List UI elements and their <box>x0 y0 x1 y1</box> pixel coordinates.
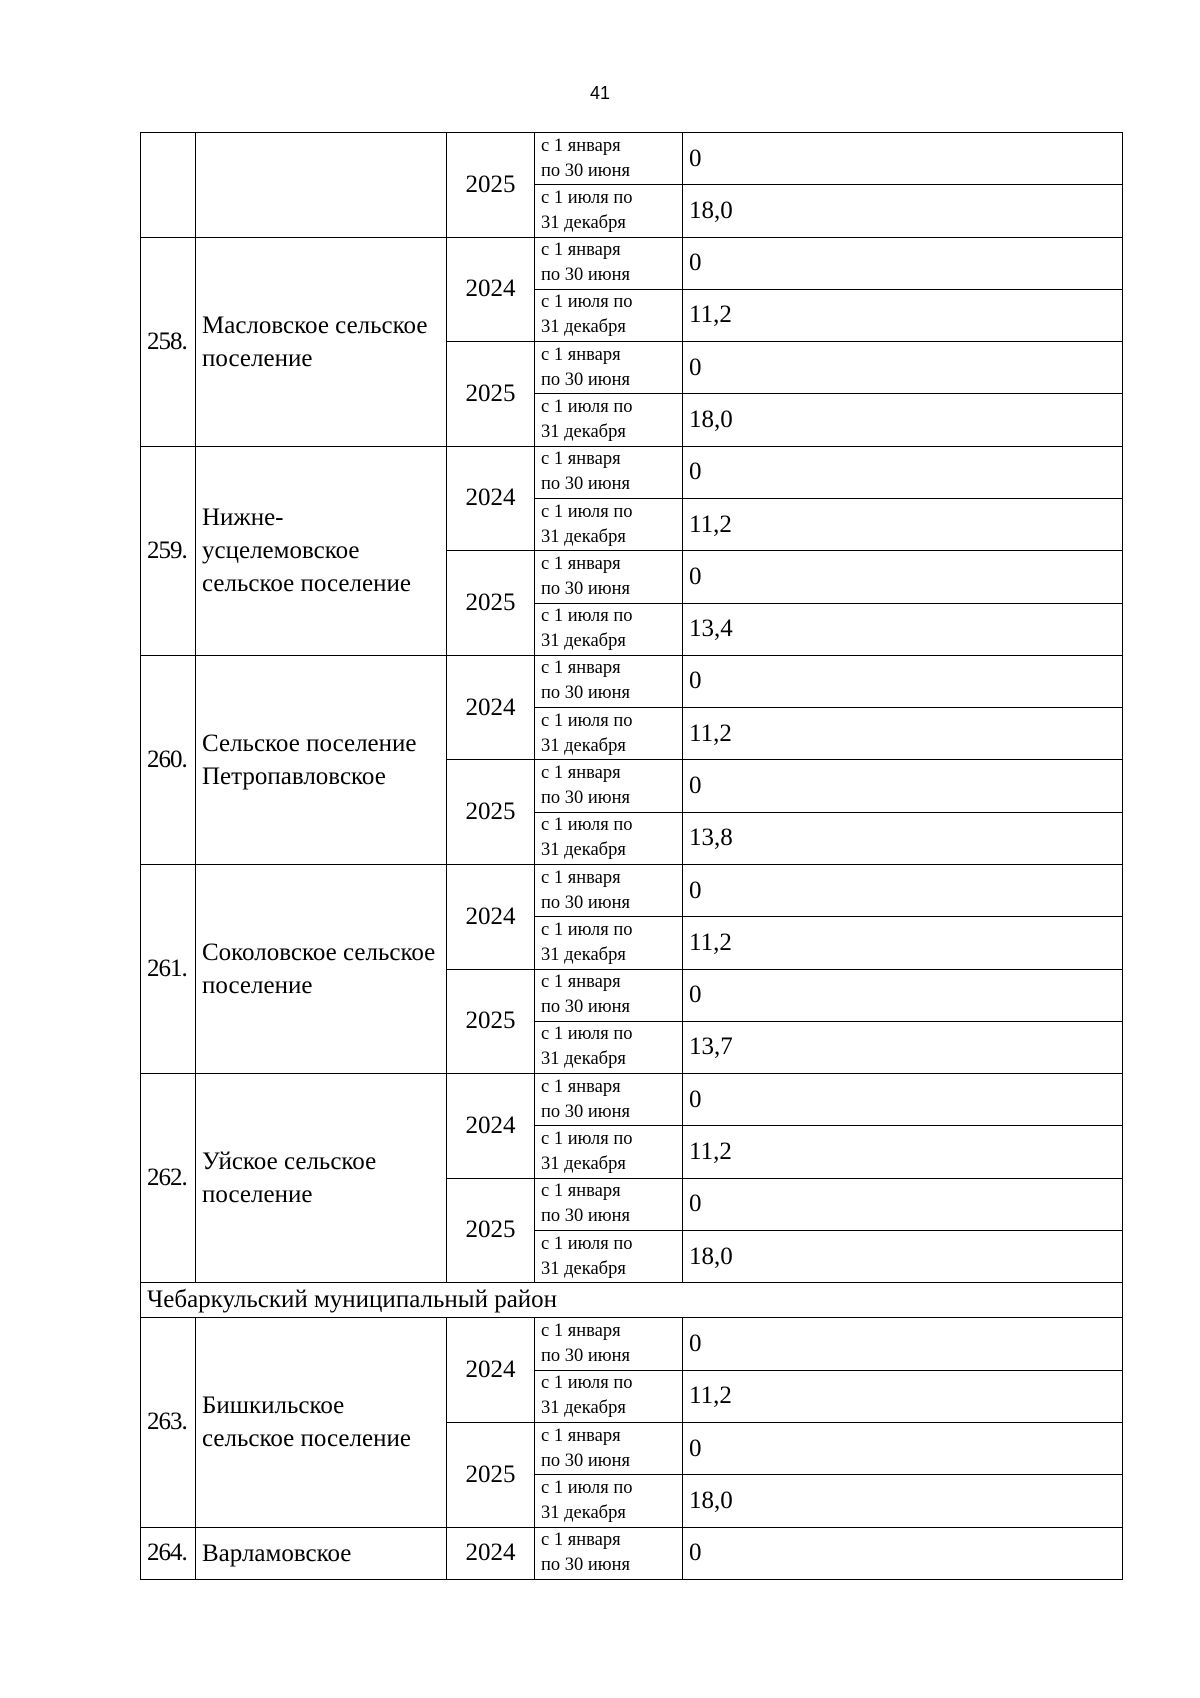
period-cell: с 1 января по 30 июня <box>535 237 683 289</box>
row-number: 264. <box>141 1527 196 1580</box>
table-row <box>141 237 1123 289</box>
settlement-name: Соколовское сельское поселение <box>196 864 447 1073</box>
row-number: 260. <box>141 655 196 864</box>
value-cell: 0 <box>683 969 1123 1021</box>
section-row <box>141 1283 1123 1318</box>
value-cell: 0 <box>683 655 1123 707</box>
period-cell: с 1 января по 30 июня <box>535 864 683 916</box>
year-cell: 2024 <box>447 1318 535 1423</box>
year-cell: 2025 <box>447 342 535 447</box>
year-cell: 2025 <box>447 760 535 865</box>
value-cell: 0 <box>683 1074 1123 1126</box>
table-row <box>141 1318 1123 1370</box>
period-cell: с 1 июля по 31 декабря <box>535 1021 683 1073</box>
table-row <box>141 655 1123 707</box>
year-cell: 2025 <box>447 551 535 656</box>
value-cell: 13,8 <box>683 812 1123 864</box>
period-cell: с 1 июля по 31 декабря <box>535 917 683 969</box>
year-cell: 2025 <box>447 1178 535 1283</box>
settlement-name: Уйское сельское поселение <box>196 1074 447 1283</box>
value-cell: 0 <box>683 1527 1123 1580</box>
period-cell: с 1 января по 30 июня <box>535 342 683 394</box>
year-cell: 2024 <box>447 864 535 969</box>
period-cell: с 1 января по 30 июня <box>535 1178 683 1230</box>
period-cell: с 1 января по 30 июня <box>535 446 683 498</box>
period-cell: с 1 июля по 31 декабря <box>535 708 683 760</box>
period-cell: с 1 июля по 31 декабря <box>535 1475 683 1527</box>
row-number: 258. <box>141 237 196 446</box>
value-cell: 18,0 <box>683 1475 1123 1527</box>
value-cell: 11,2 <box>683 1126 1123 1178</box>
period-cell: с 1 июля по 31 декабря <box>535 289 683 341</box>
period-cell: с 1 июля по 31 декабря <box>535 812 683 864</box>
year-cell: 2024 <box>447 655 535 760</box>
value-cell: 0 <box>683 551 1123 603</box>
year-cell: 2024 <box>447 1074 535 1179</box>
settlement-name: Сельское поселение Петропавловское <box>196 655 447 864</box>
year-cell: 2024 <box>447 1527 535 1580</box>
period-cell: с 1 января по 30 июня <box>535 551 683 603</box>
value-cell: 11,2 <box>683 289 1123 341</box>
period-cell: с 1 июля по 31 декабря <box>535 1230 683 1282</box>
value-cell: 0 <box>683 342 1123 394</box>
settlement-name: Бишкильское сельское поселение <box>196 1318 447 1527</box>
table-row <box>141 446 1123 498</box>
period-cell: с 1 июля по 31 декабря <box>535 603 683 655</box>
table-row <box>141 133 1123 185</box>
year-cell: 2025 <box>447 1422 535 1527</box>
table-row <box>141 864 1123 916</box>
row-number: 263. <box>141 1318 196 1527</box>
value-cell: 0 <box>683 1178 1123 1230</box>
row-number: 259. <box>141 446 196 655</box>
section-heading: Чебаркульский муниципальный район <box>141 1283 1123 1318</box>
row-number <box>141 133 196 238</box>
value-cell: 0 <box>683 760 1123 812</box>
value-cell: 11,2 <box>683 917 1123 969</box>
value-cell: 0 <box>683 446 1123 498</box>
value-cell: 18,0 <box>683 185 1123 237</box>
period-cell: с 1 июля по 31 декабря <box>535 1370 683 1422</box>
period-cell: с 1 июля по 31 декабря <box>535 1126 683 1178</box>
value-cell: 13,7 <box>683 1021 1123 1073</box>
tariff-table <box>140 132 1123 1580</box>
table-row <box>141 1527 1123 1580</box>
value-cell: 11,2 <box>683 1370 1123 1422</box>
value-cell: 11,2 <box>683 708 1123 760</box>
value-cell: 0 <box>683 133 1123 185</box>
value-cell: 18,0 <box>683 1230 1123 1282</box>
table-row <box>141 1074 1123 1126</box>
row-number: 262. <box>141 1074 196 1283</box>
period-cell: с 1 июля по 31 декабря <box>535 498 683 550</box>
value-cell: 13,4 <box>683 603 1123 655</box>
period-cell: с 1 января по 30 июня <box>535 655 683 707</box>
year-cell: 2024 <box>447 237 535 342</box>
period-cell: с 1 января по 30 июня <box>535 760 683 812</box>
period-cell: с 1 января по 30 июня <box>535 1527 683 1580</box>
value-cell: 0 <box>683 864 1123 916</box>
period-cell: с 1 июля по 31 декабря <box>535 394 683 446</box>
settlement-name: Нижне-усцелемовское сельское поселение <box>196 446 447 655</box>
value-cell: 0 <box>683 237 1123 289</box>
year-cell: 2025 <box>447 969 535 1074</box>
year-cell: 2024 <box>447 446 535 551</box>
settlement-name <box>196 133 447 238</box>
page-number: 41 <box>589 83 611 103</box>
row-number: 261. <box>141 864 196 1073</box>
value-cell: 0 <box>683 1422 1123 1474</box>
settlement-name: Варламовское <box>196 1527 447 1580</box>
settlement-name: Масловское сельское поселение <box>196 237 447 446</box>
value-cell: 11,2 <box>683 498 1123 550</box>
value-cell: 18,0 <box>683 394 1123 446</box>
year-cell: 2025 <box>447 133 535 238</box>
period-cell: с 1 января по 30 июня <box>535 1318 683 1370</box>
table-body <box>141 133 1123 1580</box>
value-cell: 0 <box>683 1318 1123 1370</box>
period-cell: с 1 января по 30 июня <box>535 133 683 185</box>
period-cell: с 1 января по 30 июня <box>535 969 683 1021</box>
period-cell: с 1 января по 30 июня <box>535 1074 683 1126</box>
period-cell: с 1 января по 30 июня <box>535 1422 683 1474</box>
period-cell: с 1 июля по 31 декабря <box>535 185 683 237</box>
